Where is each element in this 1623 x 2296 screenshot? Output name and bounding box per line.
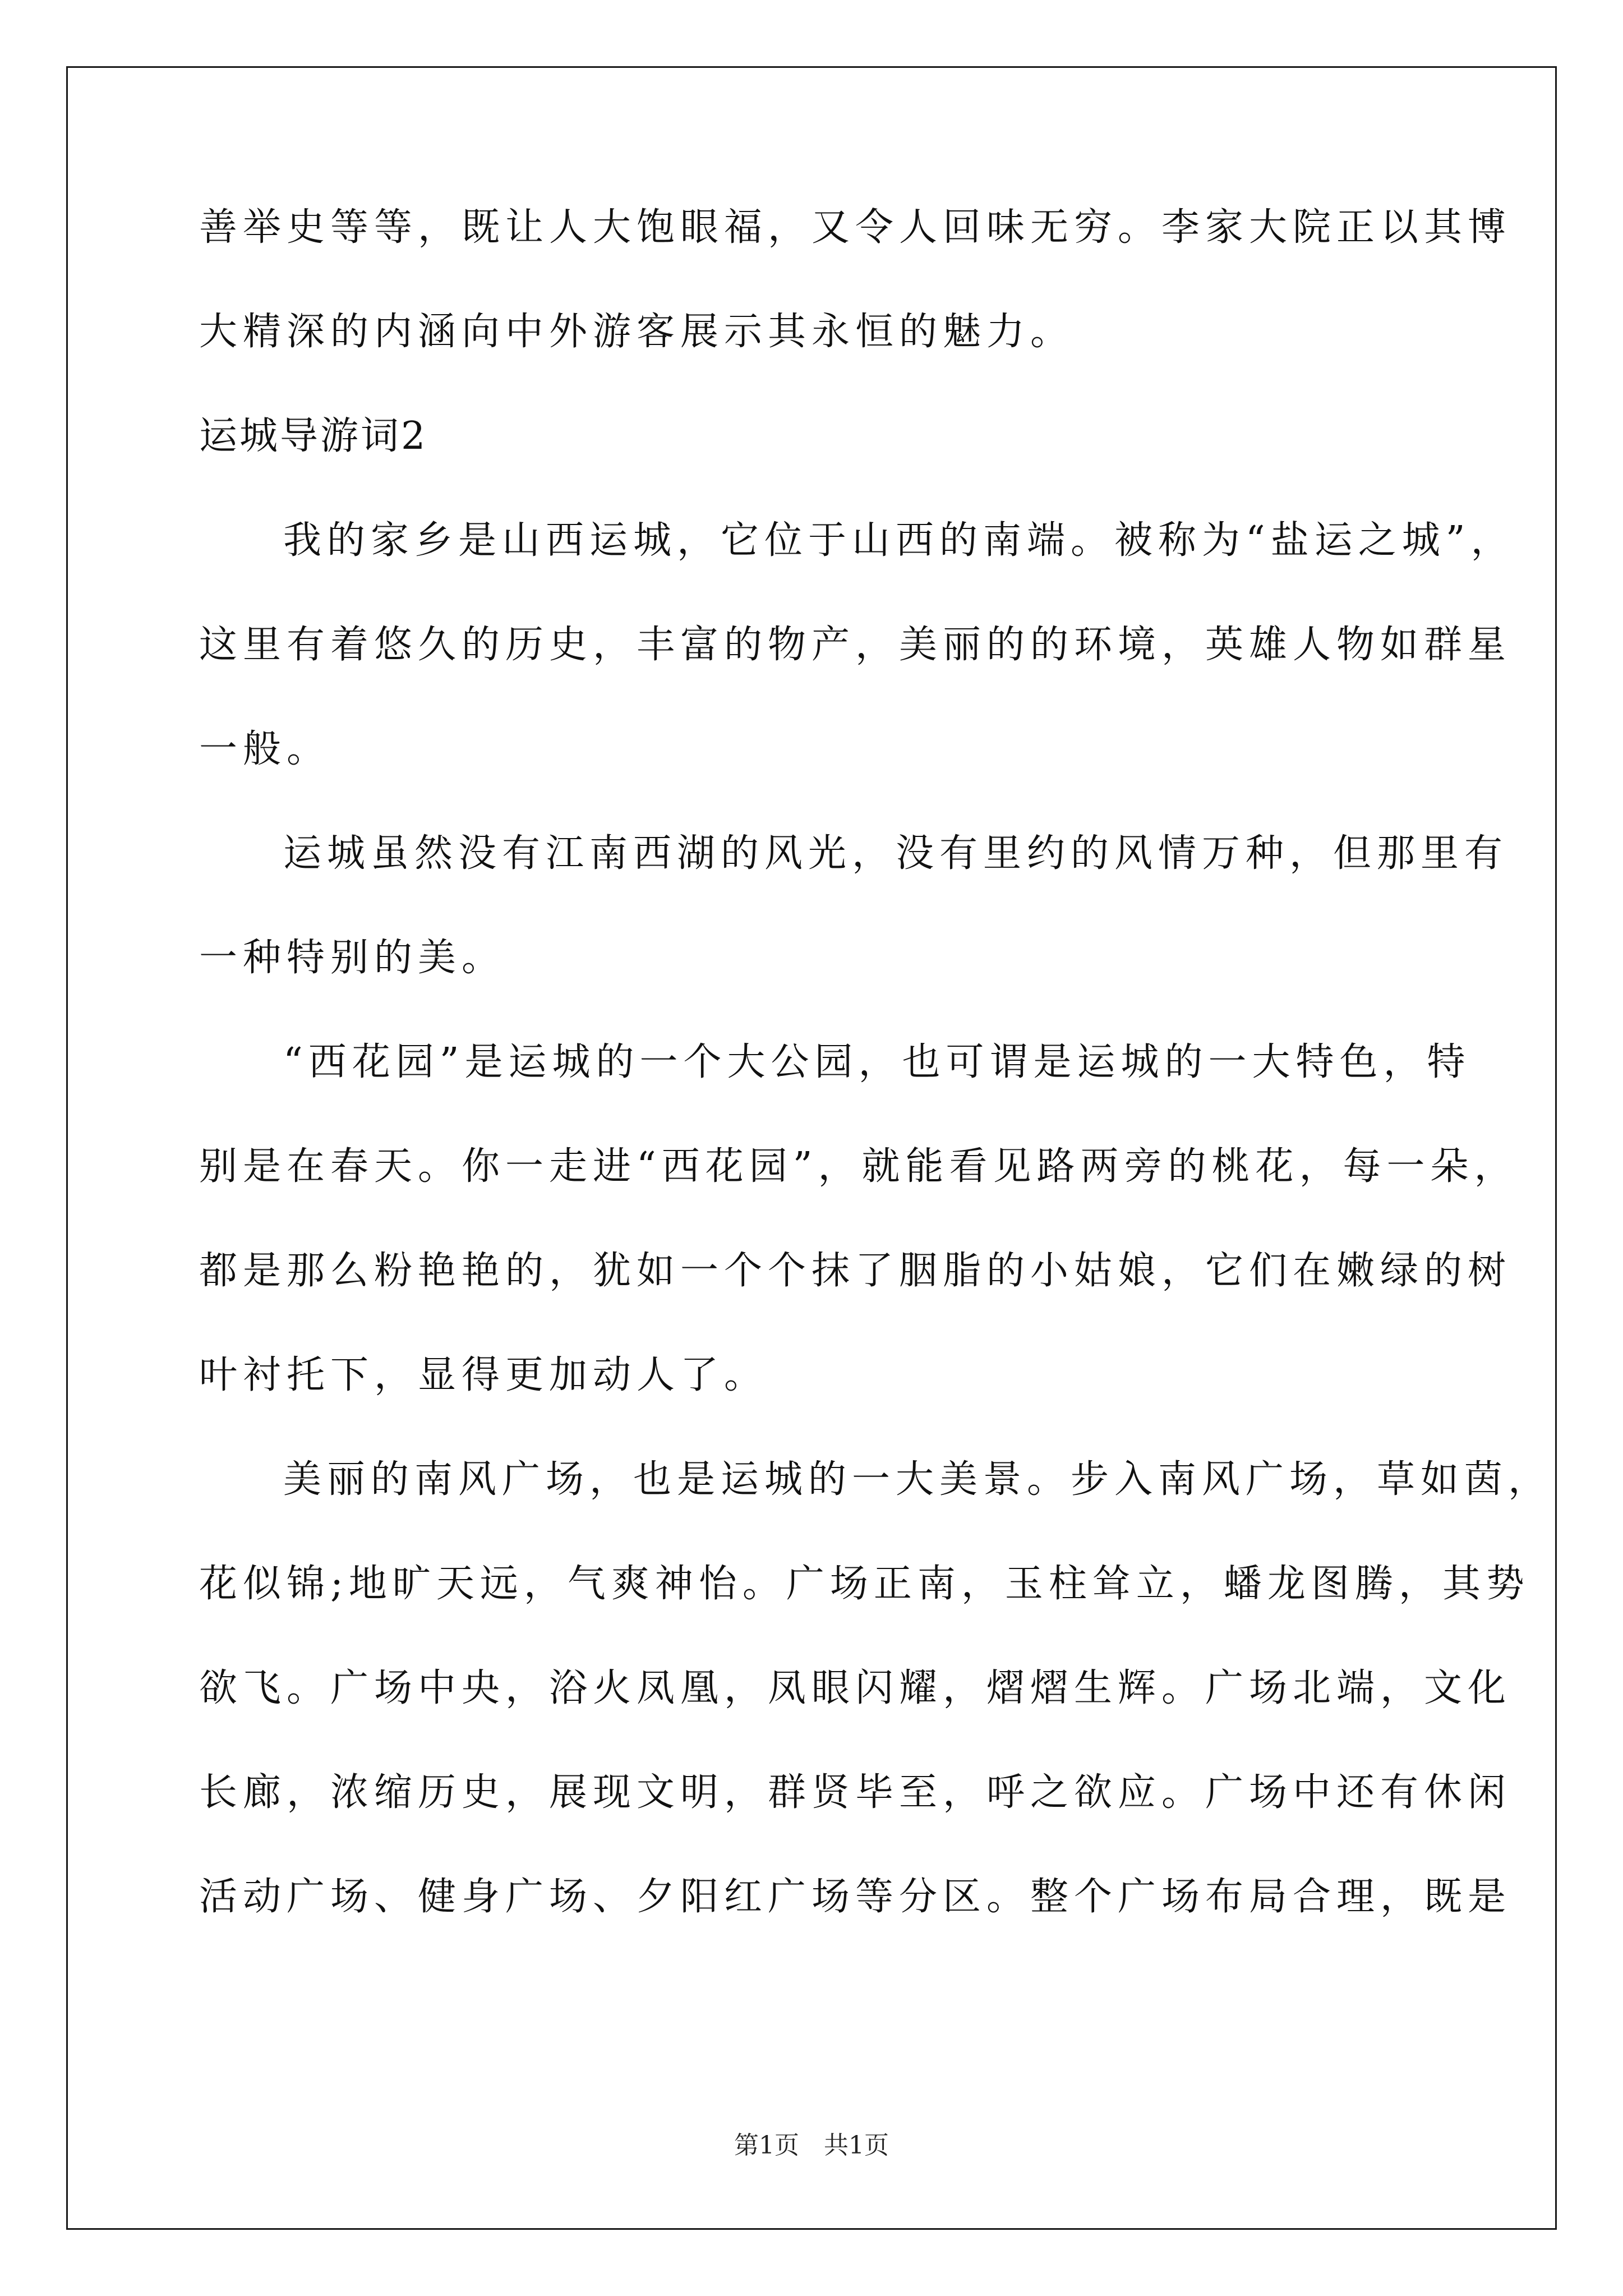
text-line-1: 善举史等等，既让人大饱眼福，又令人回味无穷。李家大院正以其博 (199, 205, 1512, 250)
paragraph-line-11: 花似锦;地旷天远，气爽神怡。广场正南，玉柱耸立，蟠龙图腾，其势 (199, 1562, 1530, 1606)
paragraph-line-6: “西花园”是运城的一个大公园，也可谓是运城的一大特色，特 (283, 1040, 1471, 1084)
paragraph-line-13: 长廊，浓缩历史，展现文明，群贤毕至，呼之欲应。广场中还有休闲 (199, 1770, 1512, 1815)
paragraph-line-10: 美丽的南风广场，也是运城的一大美景。步入南风广场，草如茵， (283, 1457, 1552, 1502)
page-footer: 第1页 共1页 (734, 2131, 889, 2160)
paragraph-line-12: 欲飞。广场中央，浴火凤凰，凤眼闪耀，熠熠生辉。广场北端，文化 (199, 1666, 1512, 1710)
paragraph-line-7: 别是在春天。你一走进“西花园”，就能看见路两旁的桃花，每一朵， (199, 1144, 1518, 1189)
paragraph-line-8: 都是那么粉艳艳的，犹如一个个抹了胭脂的小姑娘，它们在嫩绿的树 (199, 1249, 1512, 1293)
paragraph-line-2: 这里有着悠久的历史，丰富的物产，美丽的的环境，英雄人物如群星 (199, 623, 1512, 667)
paragraph-line-3: 一般。 (199, 727, 331, 771)
paragraph-line-1: 我的家乡是山西运城，它位于山西的南端。被称为“盐运之城”， (283, 518, 1515, 563)
paragraph-line-9: 叶衬托下，显得更加动人了。 (199, 1353, 768, 1397)
paragraph-line-4: 运城虽然没有江南西湖的风光，没有里约的风情万种，但那里有 (283, 831, 1509, 876)
section-heading: 运城导游词2 (199, 414, 428, 458)
document-body (199, 205, 1552, 1981)
text-line-2: 大精深的内涵向中外游客展示其永恒的魅力。 (199, 310, 1075, 354)
paragraph-line-5: 一种特别的美。 (199, 936, 506, 980)
paragraph-line-14: 活动广场、健身广场、夕阳红广场等分区。整个广场布局合理，既是 (199, 1875, 1512, 1919)
